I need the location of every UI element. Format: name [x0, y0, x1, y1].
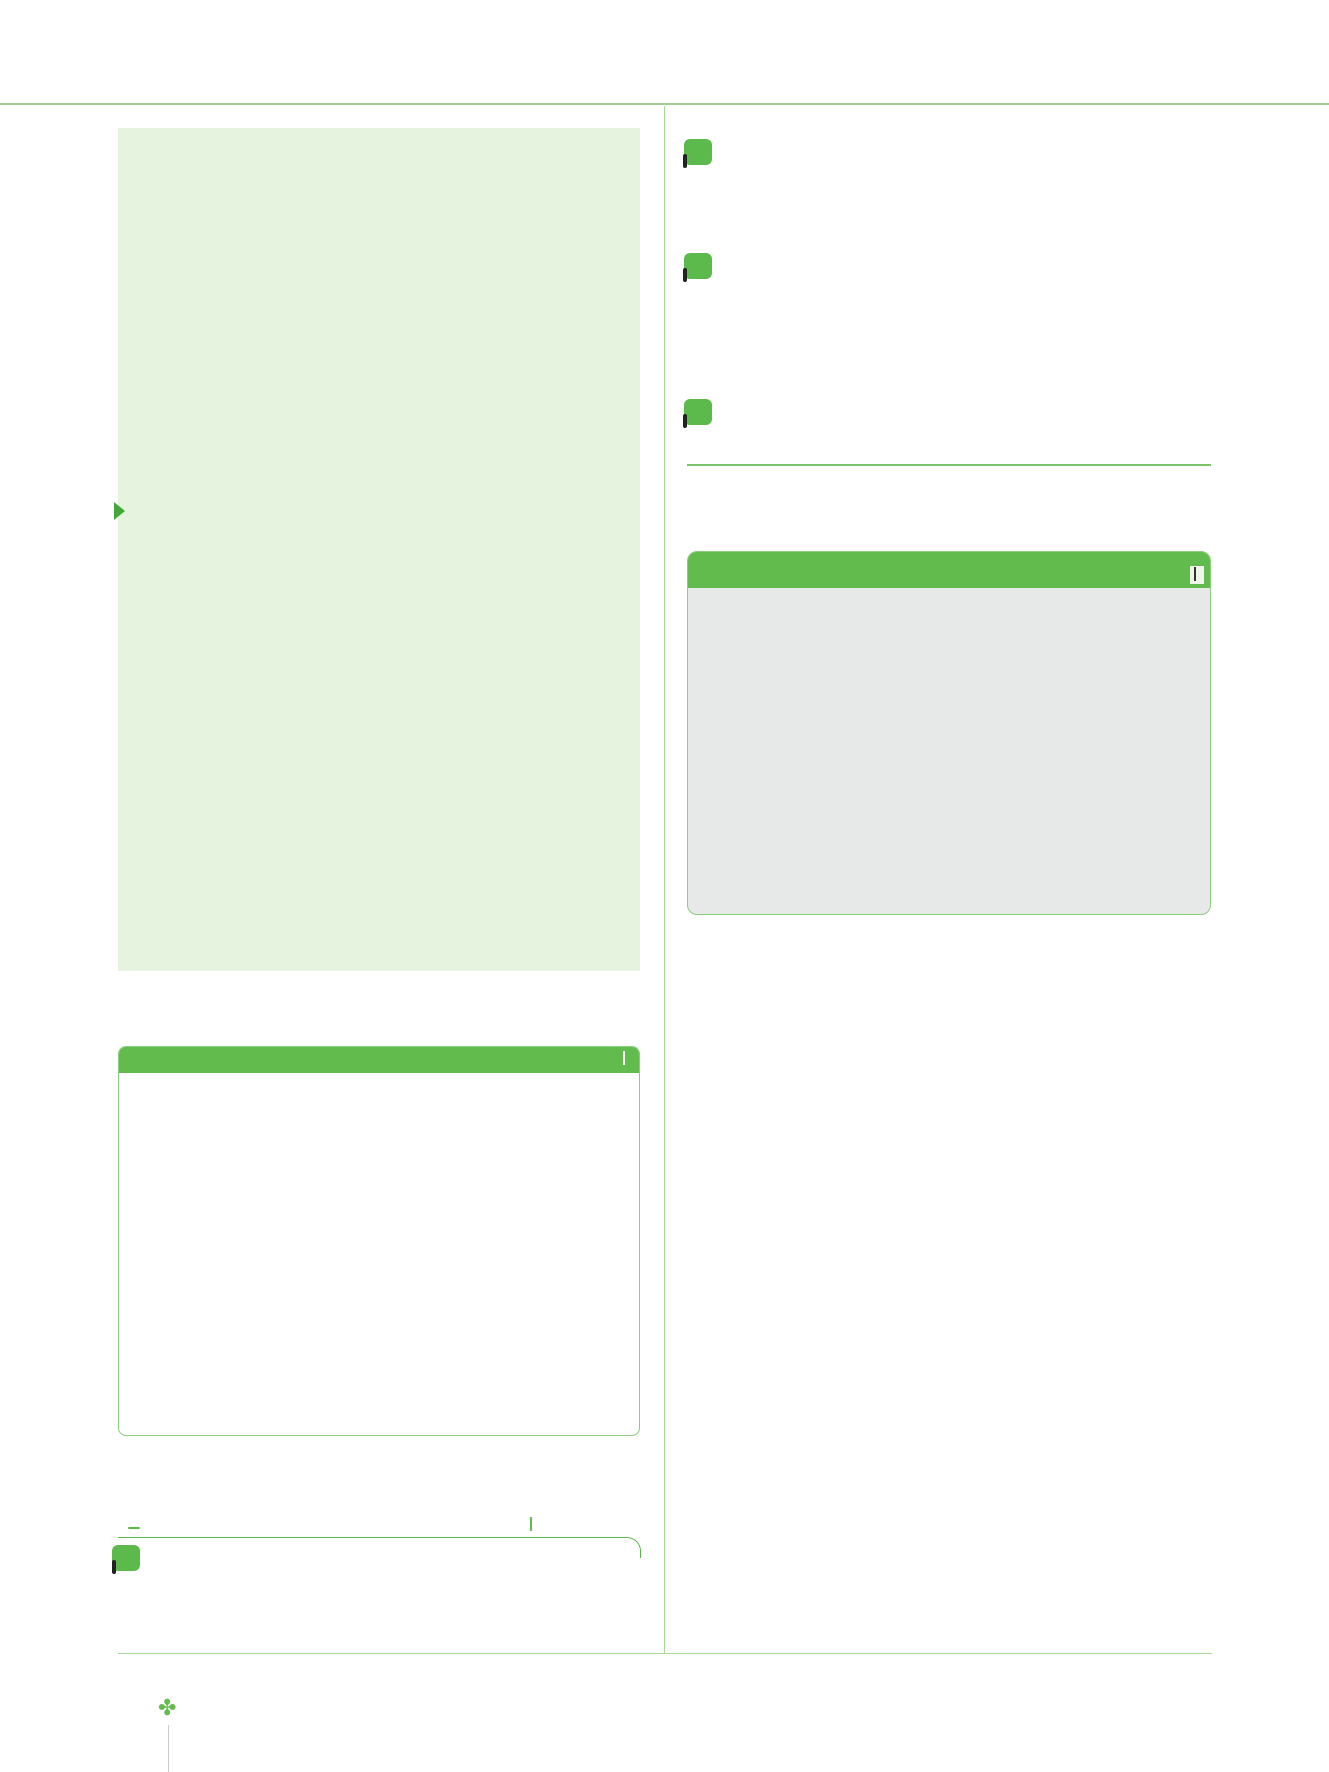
reading-exercises-ref	[530, 1517, 536, 1533]
arrow-icon	[114, 502, 125, 520]
area-problems-box	[687, 551, 1211, 915]
section-badge-3	[684, 253, 712, 279]
area-problems-ref	[1190, 566, 1204, 584]
fill-blanks-heading	[114, 502, 127, 522]
top-rule	[0, 103, 1329, 105]
answer-box-green	[118, 128, 640, 971]
column-divider	[664, 106, 665, 1654]
clover-stem	[168, 1725, 169, 1772]
area-problems-header	[688, 552, 1210, 588]
badge-tail	[683, 268, 687, 282]
reading-exercises-heading	[128, 1512, 140, 1536]
reading-exercises-tag	[128, 1527, 140, 1529]
correct-errors-box	[118, 1046, 640, 1436]
badge-tail	[683, 414, 687, 428]
correct-errors-ref	[623, 1051, 629, 1067]
badge-tail	[112, 1560, 116, 1574]
clover-icon: ✤	[158, 1696, 177, 1721]
correct-errors-header	[119, 1047, 639, 1073]
section-badge-2	[684, 139, 712, 165]
section-badge-1	[112, 1545, 140, 1571]
section-badge-4	[684, 399, 712, 425]
bottom-rule	[118, 1653, 1212, 1654]
reading-exercises-rule	[118, 1537, 641, 1558]
badge-tail	[683, 154, 687, 168]
section-4-rule	[687, 464, 1211, 466]
